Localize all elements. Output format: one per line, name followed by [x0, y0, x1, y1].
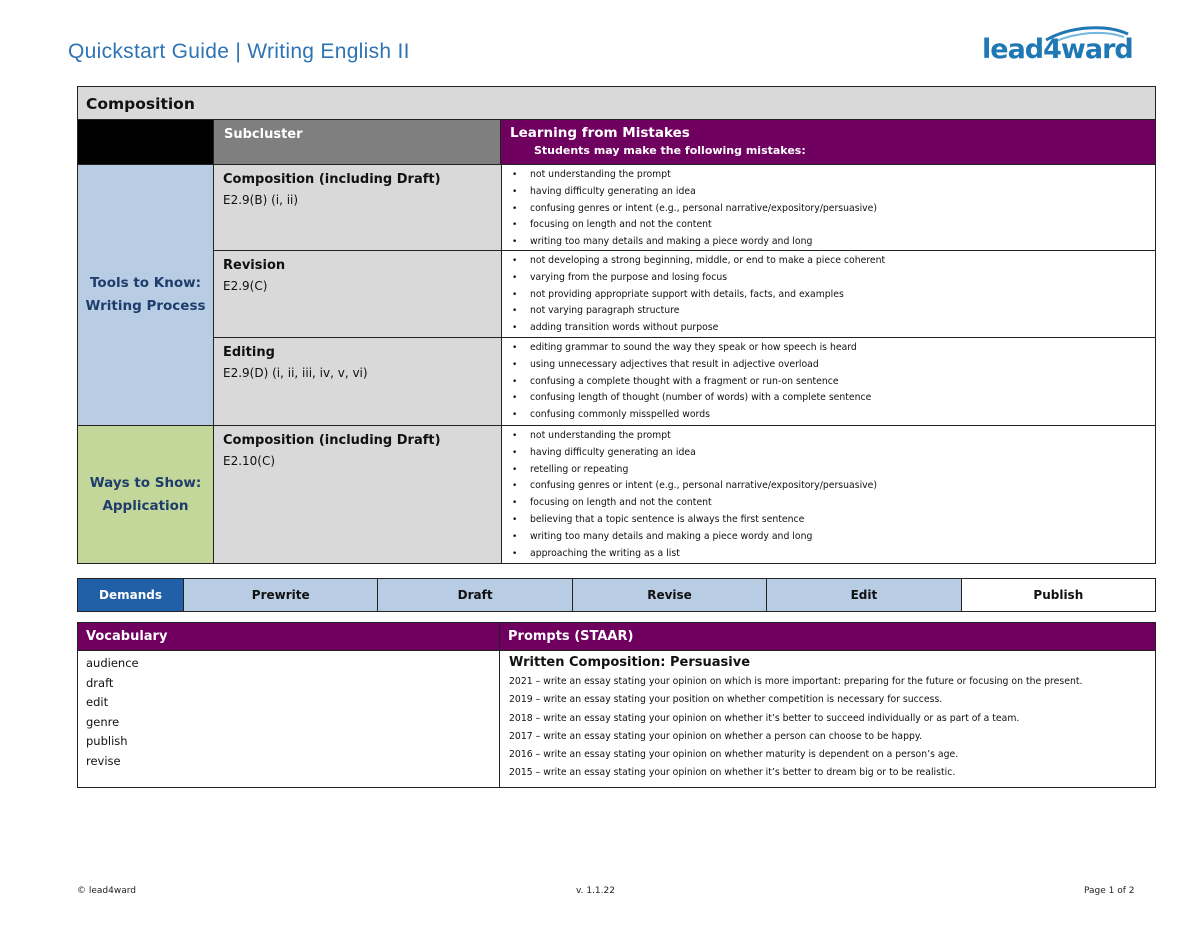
demand-step-publish: Publish	[961, 579, 1155, 611]
demand-step-draft: Draft	[377, 579, 571, 611]
group-label-line: Tools to Know:	[90, 275, 201, 291]
prompt-item: 2015 – write an essay stating your opinion on whether it’s better to dream big or to be realistic.	[509, 767, 956, 779]
mistake-item: • having difficulty generating an idea	[510, 445, 1155, 462]
vocab-word: edit	[86, 695, 109, 710]
subcluster-name: Editing	[223, 345, 275, 360]
mistake-item: • using unnecessary adjectives that result in adjective overload	[510, 357, 1155, 374]
subcluster-cell	[214, 338, 501, 425]
footer-copyright: © lead4ward	[77, 886, 136, 896]
section-title: Composition	[78, 87, 1155, 120]
logo-text: lead4ward	[982, 34, 1133, 65]
group-label-ways	[78, 426, 213, 563]
mistake-item: • retelling or repeating	[510, 462, 1155, 479]
subcluster-cell	[214, 165, 501, 250]
vocab-word: genre	[86, 714, 120, 729]
demand-step-prewrite: Prewrite	[183, 579, 377, 611]
mistakes-cell	[501, 165, 1155, 250]
mistake-item: • confusing genres or intent (e.g., personal narrative/expository/persuasive)	[510, 478, 1155, 495]
vocab-word: publish	[86, 734, 128, 749]
demands-bar	[77, 578, 1156, 612]
mistake-item: • writing too many details and making a piece wordy and long	[510, 529, 1155, 546]
mistake-item: • believing that a topic sentence is always the first sentence	[510, 512, 1155, 529]
subcluster-name: Composition (including Draft)	[223, 172, 441, 187]
mistake-item: • editing grammar to sound the way they speak or how speech is heard	[510, 340, 1155, 357]
vocab-word: draft	[86, 675, 114, 690]
group-tools-to-know	[78, 165, 1155, 426]
composition-table	[77, 86, 1156, 564]
mistake-item: • having difficulty generating an idea	[510, 184, 1155, 201]
mistake-item: • approaching the writing as a list	[510, 546, 1155, 563]
mistake-item: • not varying paragraph structure	[510, 303, 1155, 320]
group-ways-to-show	[78, 426, 1155, 563]
mistakes-cell	[501, 426, 1155, 563]
mistake-item: • confusing commonly misspelled words	[510, 407, 1155, 424]
mistake-item: • focusing on length and not the content	[510, 217, 1155, 234]
prompts-header: Prompts (STAAR)	[500, 623, 1155, 651]
demand-step-edit: Edit	[766, 579, 960, 611]
mistake-item: • not understanding the prompt	[510, 167, 1155, 184]
prompt-item: 2016 – write an essay stating your opinion on whether maturity is dependent on a person’s age.	[509, 749, 959, 761]
subcluster-row	[213, 165, 1155, 251]
mistake-item: • confusing length of thought (number of words) with a complete sentence	[510, 390, 1155, 407]
subcluster-header: Subcluster	[213, 120, 500, 164]
footer-version: v. 1.1.22	[576, 886, 615, 896]
vocabulary-header: Vocabulary	[78, 623, 499, 651]
subcluster-cell	[214, 426, 501, 563]
prompts-section	[500, 623, 1155, 787]
learning-header	[500, 120, 1155, 164]
mistakes-cell	[501, 338, 1155, 425]
subcluster-code: E2.9(C)	[223, 279, 268, 293]
table-header-row	[78, 120, 1155, 165]
prompts-subtitle: Written Composition: Persuasive	[509, 655, 751, 670]
mistake-item: • writing too many details and making a piece wordy and long	[510, 234, 1155, 251]
prompt-item: 2017 – write an essay stating your opinion on whether a person can choose to be happy.	[509, 730, 923, 742]
learning-header-title: Learning from Mistakes	[510, 125, 690, 141]
mistake-item: • not understanding the prompt	[510, 428, 1155, 445]
group-label-line: Ways to Show:	[89, 474, 202, 491]
group-label-tools	[78, 165, 213, 425]
subcluster-name: Composition (including Draft)	[223, 433, 441, 448]
footer-page-number: Page 1 of 2	[1084, 886, 1135, 896]
mistake-item: • not developing a strong beginning, middle, or end to make a piece coherent	[510, 253, 1155, 270]
lead4ward-logo	[976, 24, 1132, 70]
vocab-prompts-table	[77, 622, 1156, 788]
vocabulary-section	[78, 623, 500, 787]
prompt-item: 2021 – write an essay stating your opinion on which is more important: preparing for the future or focusing on the present.	[509, 676, 1083, 687]
learning-header-subtitle: Students may make the following mistakes:	[534, 144, 806, 157]
demand-step-revise: Revise	[572, 579, 766, 611]
subcluster-name: Revision	[223, 258, 286, 273]
mistake-item: • confusing a complete thought with a fragment or run-on sentence	[510, 374, 1155, 391]
vocab-word: revise	[86, 753, 121, 768]
subcluster-row	[213, 426, 1155, 563]
vocab-word: audience	[86, 656, 139, 670]
mistake-item: • varying from the purpose and losing focus	[510, 270, 1155, 287]
subcluster-code: E2.9(D) (i, ii, iii, iv, v, vi)	[223, 366, 368, 380]
mistake-item: • adding transition words without purpose	[510, 320, 1155, 337]
prompt-item: 2018 – write an essay stating your opinion on whether it’s better to succeed individually or as part of a team.	[509, 712, 1020, 724]
subcluster-row	[213, 251, 1155, 338]
subcluster-row	[213, 338, 1155, 425]
group-label-line: Application	[102, 497, 189, 514]
mistake-item: • focusing on length and not the content	[510, 495, 1155, 512]
mistake-item: • confusing genres or intent (e.g., personal narrative/expository/persuasive)	[510, 201, 1155, 218]
prompt-item: 2019 – write an essay stating your position on whether competition is necessary for success.	[509, 694, 943, 706]
mistakes-cell	[501, 251, 1155, 337]
subcluster-code: E2.10(C)	[223, 454, 276, 468]
mistake-item: • not providing appropriate support with details, facts, and examples	[510, 287, 1155, 304]
subcluster-code: E2.9(B) (i, ii)	[223, 193, 299, 207]
header-blank-cell	[78, 120, 213, 164]
subcluster-cell	[214, 251, 501, 337]
demands-label: Demands	[78, 579, 183, 611]
group-label-line: Writing Process	[85, 298, 206, 314]
page-title: Quickstart Guide | Writing English II	[68, 40, 410, 63]
